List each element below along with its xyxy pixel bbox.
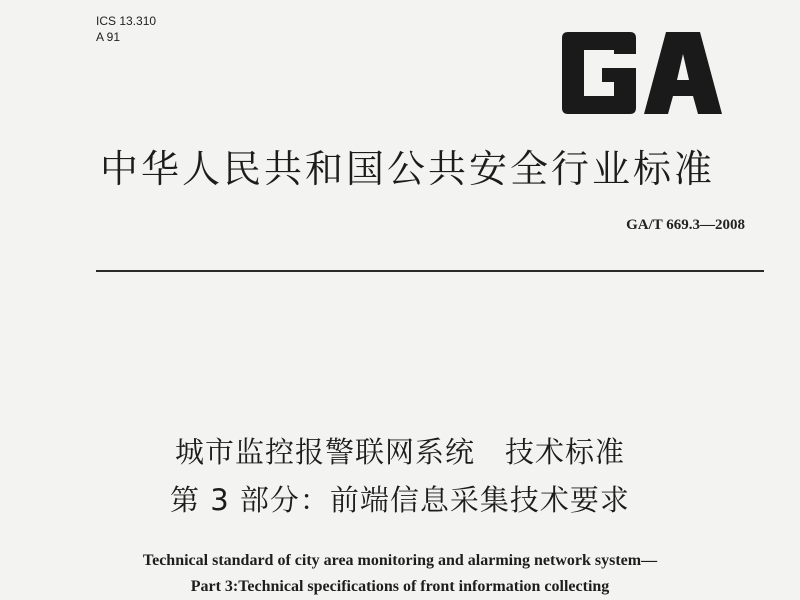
ccs-code: A 91 <box>96 30 121 44</box>
industry-standard-title: 中华人民共和国公共安全行业标准 <box>100 147 716 191</box>
header-divider <box>96 270 764 272</box>
standard-number: GA/T 669.3—2008 <box>626 217 745 233</box>
document-title-line-1: 城市监控报警联网系统 技术标准 <box>174 435 625 469</box>
ics-code: ICS 13.310 <box>96 14 157 28</box>
english-title-line-1: Technical standard of city area monitoring and alarming network system— <box>142 552 658 569</box>
ga-logo <box>558 28 728 118</box>
document-title-line-2: 第 3 部分：前端信息采集技术要求 <box>170 483 630 517</box>
english-title-line-2: Part 3:Technical specifications of front information collecting <box>190 578 610 595</box>
ga-logo-graphic <box>558 28 728 118</box>
classification-codes <box>96 13 156 45</box>
